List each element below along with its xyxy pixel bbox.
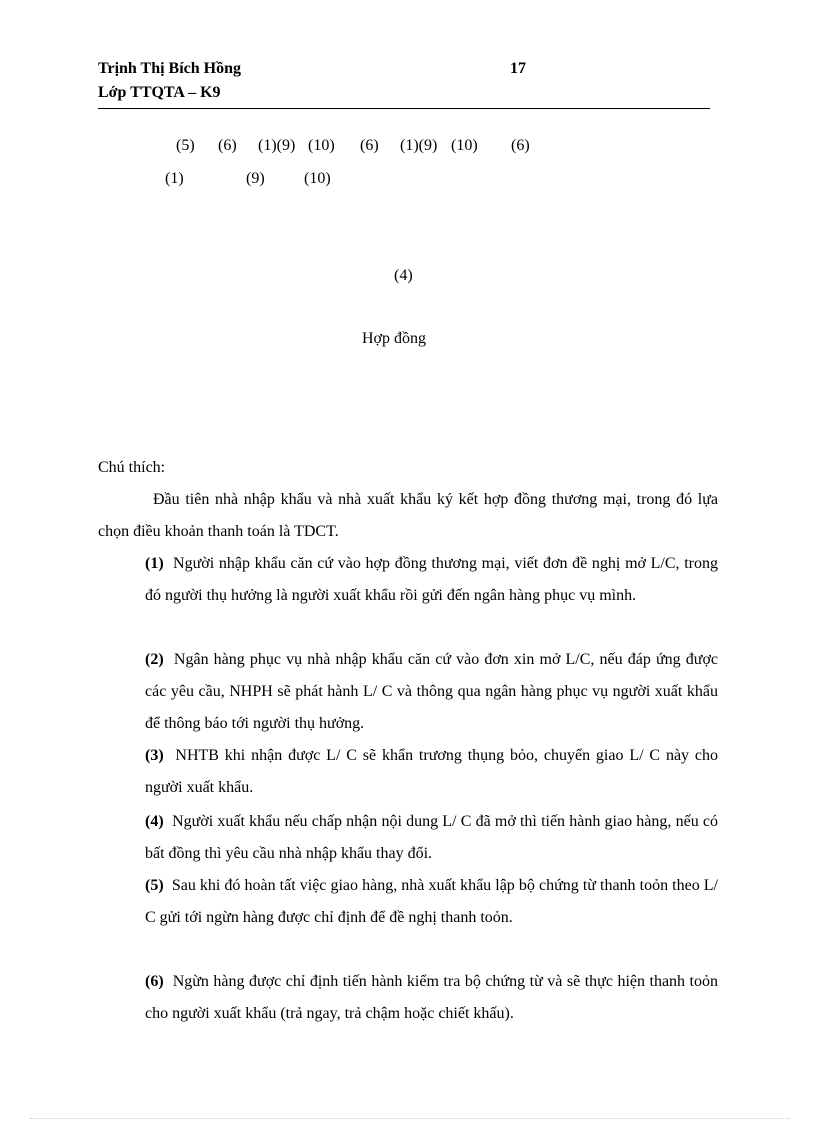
note-text: Sau khi đó hoàn tất việc giao hàng, nhà xuất khẩu lập bộ chứng từ thanh toỏn theo L/ C gửi tới ngừn hàng được chỉ định để đề nghị thanh toỏn. <box>145 877 718 926</box>
note-item <box>145 740 718 804</box>
notes-heading: Chú thích: <box>98 459 166 476</box>
note-number: (2) <box>145 651 164 668</box>
diagram-label: (10) <box>304 170 331 187</box>
diagram-label: (9) <box>246 170 265 187</box>
note-number: (1) <box>145 555 164 572</box>
header-class: Lớp TTQTA – K9 <box>98 84 221 101</box>
note-item <box>145 548 718 612</box>
notes-intro: Đầu tiên nhà nhập khẩu và nhà xuất khẩu ký kết hợp đồng thương mại, trong đó lựa chọn điều khoản thanh toán là TDCT. <box>98 491 718 540</box>
diagram-label: (1)(9) <box>258 137 296 154</box>
diagram-label: (5) <box>176 137 195 154</box>
note-item <box>145 870 718 934</box>
diagram-label: (6) <box>360 137 379 154</box>
page-number: 17 <box>510 60 526 77</box>
page-bottom-divider <box>30 1118 790 1119</box>
note-number: (3) <box>145 747 164 764</box>
diagram-label: (10) <box>308 137 335 154</box>
diagram-label: (10) <box>451 137 478 154</box>
contract-label: Hợp đồng <box>362 330 427 347</box>
note-number: (5) <box>145 877 164 894</box>
note-item <box>145 806 718 870</box>
diagram-label: (1) <box>165 170 184 187</box>
note-number: (4) <box>145 813 164 830</box>
diagram-label: (6) <box>511 137 530 154</box>
note-item <box>145 644 718 740</box>
note-number: (6) <box>145 973 164 990</box>
note-text: Ngân hàng phục vụ nhà nhập khẩu căn cứ vào đơn xin mở L/C, nếu đáp ứng được các yêu cầu, NHPH sẽ phát hành L/ C và thông qua ngân hàng phục vụ người xuất khẩu để thông báo tới người thụ hưởng. <box>145 651 719 732</box>
note-text: Người xuất khẩu nếu chấp nhận nội dung L/ C đã mở thì tiến hành giao hàng, nếu có bất đồng thì yêu cầu nhà nhập khẩu thay đổi. <box>145 813 719 862</box>
diagram-label: (6) <box>218 137 237 154</box>
note-text: Người nhập khẩu căn cứ vào hợp đồng thương mại, viết đơn đề nghị mở L/C, trong đó người thụ hưởng là người xuất khẩu rồi gửi đến ngân hàng phục vụ mình. <box>145 555 719 604</box>
note-item <box>145 966 718 1030</box>
diagram-center-label: (4) <box>394 267 413 284</box>
note-text: Ngừn hàng được chỉ định tiến hành kiểm tra bộ chứng từ và sẽ thực hiện thanh toỏn cho người xuất khẩu (trả ngay, trả chậm hoặc chiết khấu). <box>145 973 719 1022</box>
header-author: Trịnh Thị Bích Hồng <box>98 60 242 77</box>
note-text: NHTB khi nhận được L/ C sẽ khẩn trương thụng bỏo, chuyển giao L/ C này cho người xuất khẩu. <box>145 747 719 796</box>
header-divider <box>98 108 710 109</box>
diagram-label: (1)(9) <box>400 137 438 154</box>
